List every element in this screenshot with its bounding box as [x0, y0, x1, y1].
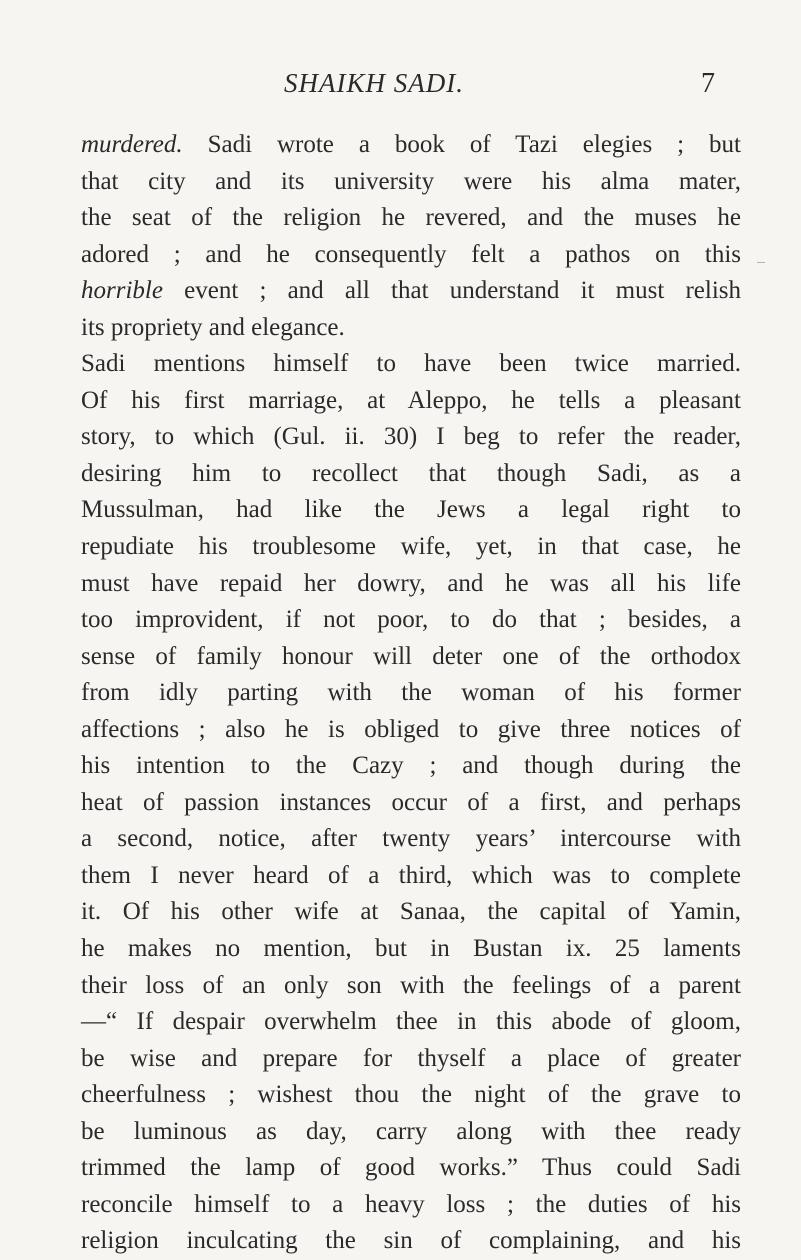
italic-text: horrible	[81, 277, 163, 305]
text-segment: cheerfulness ; wishest thou the night of the grave to	[81, 1081, 741, 1109]
text-line	[81, 310, 741, 347]
text-segment: from idly parting with the woman of his former	[81, 679, 741, 707]
text-line	[81, 529, 741, 566]
text-segment: it. Of his other wife at Sanaa, the capital of Yamin,	[81, 898, 741, 926]
margin-mark	[757, 262, 765, 263]
page-number: 7	[701, 68, 716, 99]
text-line	[81, 127, 741, 164]
text-segment: adored ; and he consequently felt a pathos on this	[81, 240, 741, 268]
text-segment: repudiate his troublesome wife, yet, in that case, he	[81, 533, 741, 561]
text-line	[81, 675, 741, 712]
text-segment: Mussulman, had like the Jews a legal right to	[81, 496, 741, 524]
text-line	[81, 712, 741, 749]
text-line	[81, 1041, 741, 1078]
italic-text: murdered.	[81, 131, 183, 158]
text-line	[81, 894, 741, 931]
text-line	[81, 1187, 741, 1224]
text-line	[81, 456, 741, 493]
text-line	[81, 821, 741, 858]
text-segment: their loss of an only son with the feelings of a parent	[81, 971, 741, 999]
text-segment: be luminous as day, carry along with thee ready	[81, 1117, 741, 1145]
text-segment: that city and its university were his alma mater,	[81, 167, 741, 195]
text-segment: story, to which (Gul. ii. 30) I beg to refer the reader,	[81, 423, 741, 451]
text-segment: —“ If despair overwhelm thee in this abode of gloom,	[81, 1008, 741, 1036]
text-segment: them I never heard of a third, which was to complete	[81, 861, 741, 889]
text-line	[81, 346, 741, 383]
text-line	[81, 931, 741, 968]
text-line	[81, 273, 741, 310]
text-line	[81, 785, 741, 822]
text-line	[81, 968, 741, 1005]
text-segment: trimmed the lamp of good works.” Thus could Sadi	[81, 1154, 741, 1182]
text-line	[81, 1004, 741, 1041]
text-segment: event ; and all that understand it must relish	[162, 277, 741, 305]
text-line	[81, 858, 741, 895]
text-line	[81, 1077, 741, 1114]
text-segment: sense of family honour will deter one of the orthodox	[81, 642, 741, 670]
text-segment: he makes no mention, but in Bustan ix. 25 laments	[81, 935, 741, 963]
text-segment: Of his first marriage, at Aleppo, he tells a pleasant	[81, 386, 741, 414]
text-line	[81, 383, 741, 420]
text-line	[81, 748, 741, 785]
text-line	[81, 1114, 741, 1151]
text-segment: heat of passion instances occur of a first, and perhaps	[81, 788, 741, 816]
text-segment: Sadi mentions himself to have been twice married.	[81, 350, 741, 378]
text-segment: affections ; also he is obliged to give three notices of	[81, 715, 741, 743]
text-segment: too improvident, if not poor, to do that ; besides, a	[81, 606, 741, 634]
body-text	[81, 127, 741, 1260]
text-segment: his intention to the Cazy ; and though during the	[81, 752, 741, 780]
text-line	[81, 164, 741, 201]
text-line	[81, 566, 741, 603]
text-segment: its propriety and elegance.	[81, 313, 345, 341]
running-head	[0, 68, 801, 108]
text-line	[81, 1223, 741, 1260]
running-title: SHAIKH SADI.	[284, 68, 464, 98]
text-line	[81, 200, 741, 237]
text-line	[81, 492, 741, 529]
text-segment: desiring him to recollect that though Sadi, as a	[81, 459, 741, 487]
text-segment: the seat of the religion he revered, and the muses he	[81, 204, 741, 232]
text-segment: reconcile himself to a heavy loss ; the duties of his	[81, 1190, 741, 1218]
text-segment: Sadi wrote a book of Tazi elegies ; but	[182, 131, 741, 158]
text-segment: religion inculcating the sin of complaining, and his	[81, 1227, 741, 1255]
text-segment: a second, notice, after twenty years’ intercourse with	[81, 825, 741, 853]
text-line	[81, 639, 741, 676]
text-segment: must have repaid her dowry, and he was all his life	[81, 569, 741, 597]
text-segment: be wise and prepare for thyself a place of greater	[81, 1044, 741, 1072]
text-line	[81, 1150, 741, 1187]
text-line	[81, 237, 741, 274]
text-line	[81, 419, 741, 456]
text-line	[81, 602, 741, 639]
